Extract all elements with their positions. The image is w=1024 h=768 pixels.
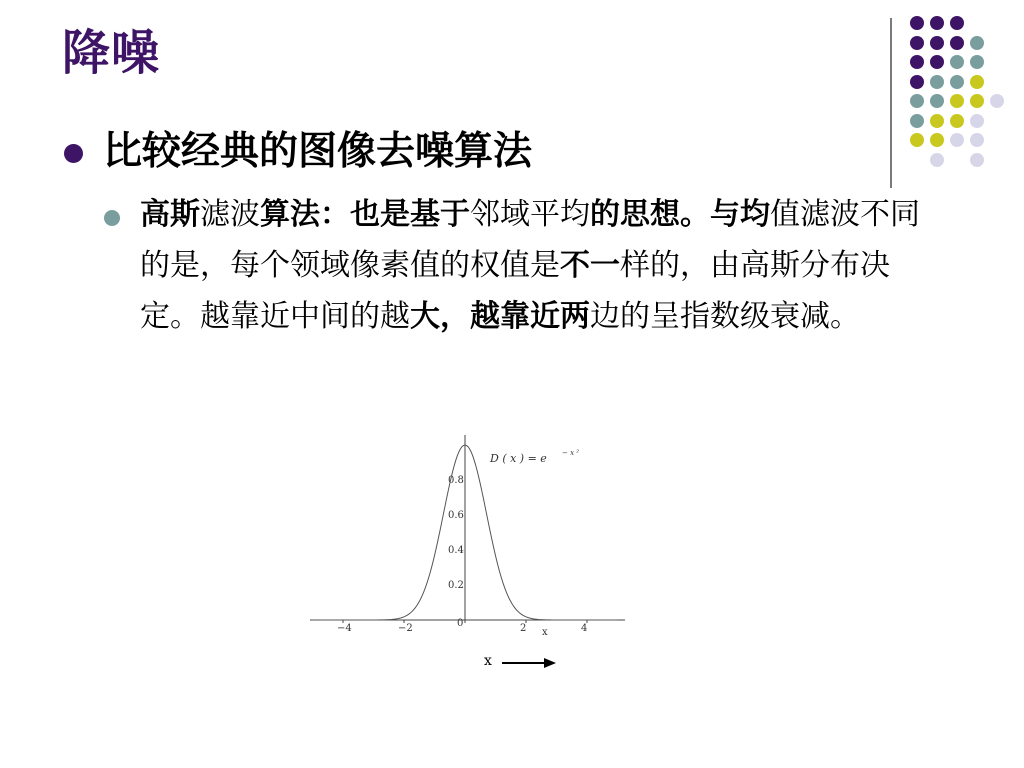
decorative-dot bbox=[970, 75, 984, 89]
y-tick-label: 0.8 bbox=[448, 475, 464, 486]
paragraph-segment: 边的呈指数级衰减。 bbox=[590, 299, 860, 334]
decorative-dot bbox=[930, 16, 944, 30]
decorative-dot bbox=[990, 94, 1004, 108]
decorative-dot bbox=[930, 153, 944, 167]
formula-label: D ( x ) = e bbox=[490, 452, 547, 465]
decorative-dot bbox=[930, 114, 944, 128]
decorative-dot bbox=[910, 94, 924, 108]
x-tick-label: 0 bbox=[457, 618, 464, 629]
y-tick-label: 0.2 bbox=[448, 580, 464, 591]
x-tick-label: 4 bbox=[581, 623, 588, 634]
decorative-dot bbox=[930, 75, 944, 89]
x-axis-label: x bbox=[542, 627, 548, 638]
decorative-dot bbox=[930, 36, 944, 50]
decorative-dot bbox=[950, 36, 964, 50]
decorative-dot bbox=[950, 133, 964, 147]
paragraph-segment: 的思想。与均 bbox=[590, 197, 770, 232]
decorative-dot bbox=[930, 133, 944, 147]
decorative-dot bbox=[970, 94, 984, 108]
paragraph-segment: 高斯 bbox=[140, 197, 200, 232]
divider-line bbox=[890, 18, 892, 188]
x-tick-label: 2 bbox=[520, 623, 527, 634]
x-tick-label: −2 bbox=[398, 623, 413, 634]
paragraph-segment: 不一 bbox=[560, 248, 620, 283]
decorative-dot bbox=[950, 94, 964, 108]
paragraph-segment: 大，越靠近两 bbox=[410, 299, 590, 334]
formula-exponent: − x ² bbox=[562, 449, 580, 457]
decorative-dot bbox=[910, 114, 924, 128]
slide-title: 降噪 bbox=[62, 25, 161, 81]
decorative-dot bbox=[950, 55, 964, 69]
decorative-dot bbox=[910, 133, 924, 147]
decorative-dot bbox=[910, 36, 924, 50]
decorative-dot bbox=[930, 55, 944, 69]
bullet-icon bbox=[64, 144, 83, 163]
decorative-dot bbox=[910, 75, 924, 89]
main-bullet-heading: 比较经典的图像去噪算法 bbox=[103, 129, 533, 174]
decorative-dot bbox=[930, 94, 944, 108]
y-tick-label: 0.6 bbox=[448, 510, 464, 521]
decorative-dot bbox=[910, 55, 924, 69]
x-direction-arrow bbox=[500, 656, 560, 670]
decorative-dot bbox=[950, 75, 964, 89]
paragraph-segment: 值滤波不同的是，每个领域像素值的权值是 bbox=[140, 197, 920, 283]
decorative-dot bbox=[970, 36, 984, 50]
x-tick-label: −4 bbox=[337, 623, 352, 634]
paragraph-segment: 算法：也是基于 bbox=[260, 197, 470, 232]
decorative-dot bbox=[970, 114, 984, 128]
decorative-dot bbox=[950, 16, 964, 30]
gaussian-filter-description bbox=[140, 189, 940, 342]
paragraph-segment: 邻域平均 bbox=[470, 197, 590, 232]
decorative-dot bbox=[970, 133, 984, 147]
y-tick-label: 0.4 bbox=[448, 545, 464, 556]
x-direction-label: x bbox=[484, 653, 492, 669]
paragraph-segment: 样的，由高斯分布决定。越靠近中间的越 bbox=[140, 248, 890, 334]
decorative-dot bbox=[950, 114, 964, 128]
decorative-dot bbox=[970, 153, 984, 167]
decorative-dot bbox=[970, 55, 984, 69]
gaussian-plot bbox=[300, 430, 640, 655]
decorative-dot bbox=[910, 16, 924, 30]
sub-bullet-icon bbox=[104, 210, 120, 226]
paragraph-segment: 滤波 bbox=[200, 197, 260, 232]
